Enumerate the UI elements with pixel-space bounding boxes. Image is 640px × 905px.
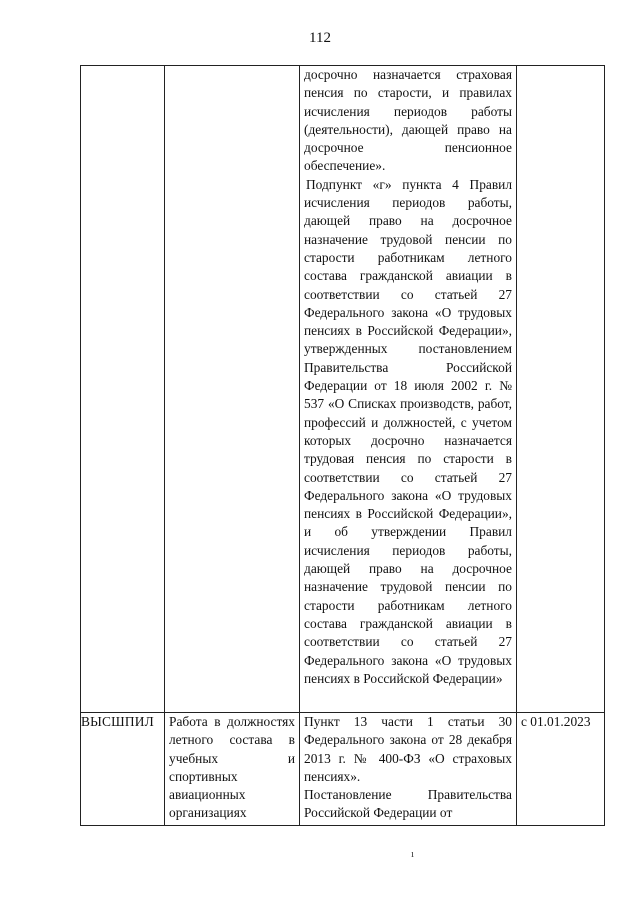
legal-basis-paragraph: Подпункт «г» пункта 4 Правил исчисления периодов работы, дающей право на досрочное назначение трудовой пенсии по старости работникам летного состава гражданской авиации в соответствии со статьей 27 Федерального закона «О трудовых пенсиях в Российской Федерации», утвержденных постановлением Правительства Российской Федерации от 18 июля 2002 г. № 537 «О Списках производств, работ, профессий и должностей, с учетом которых досрочно назначается трудовая пенсия по старости в соответствии со статьей 27 Федерального закона «О трудовых пенсиях в Российской Федерации», и об утверждении Правил исчисления периодов работы, дающей право на досрочное назначение трудовой пенсии по старости работникам летного состава гражданской авиации в соответствии со статьей 27 Федерального закона «О трудовых пенсиях в Российской Федерации»: [304, 176, 512, 686]
legal-basis-paragraph: Пункт 13 части 1 статьи 30 Федерального закона от 28 декабря 2013 г. № 400-ФЗ «О страховых пенсиях».: [304, 714, 512, 784]
footer-mark: ı: [411, 848, 415, 860]
date-cell: с 01.01.2023: [517, 713, 605, 826]
legal-basis-cell: [300, 713, 517, 826]
table-row: [81, 713, 605, 826]
profession-cell: [165, 713, 300, 826]
date-cell: [517, 66, 605, 713]
table-row: [81, 66, 605, 713]
legal-basis-cell: [300, 66, 517, 713]
document-table: [80, 65, 605, 826]
legal-basis-paragraph: досрочно назначается страховая пенсия по старости, и правилах исчисления периодов работы (деятельности), дающей право на досрочное пенсионное обеспечение».: [304, 67, 512, 174]
page-number: 112: [309, 30, 331, 46]
profession-cell: [165, 66, 300, 713]
legal-basis-paragraph: Постановление Правительства Российской Федерации от: [304, 787, 512, 821]
code-cell: [81, 66, 165, 713]
code-cell: ВЫСШПИЛ: [81, 713, 165, 826]
profession-text: Работа в должностях летного состава в учебных и спортивных авиационных организациях: [169, 714, 295, 821]
